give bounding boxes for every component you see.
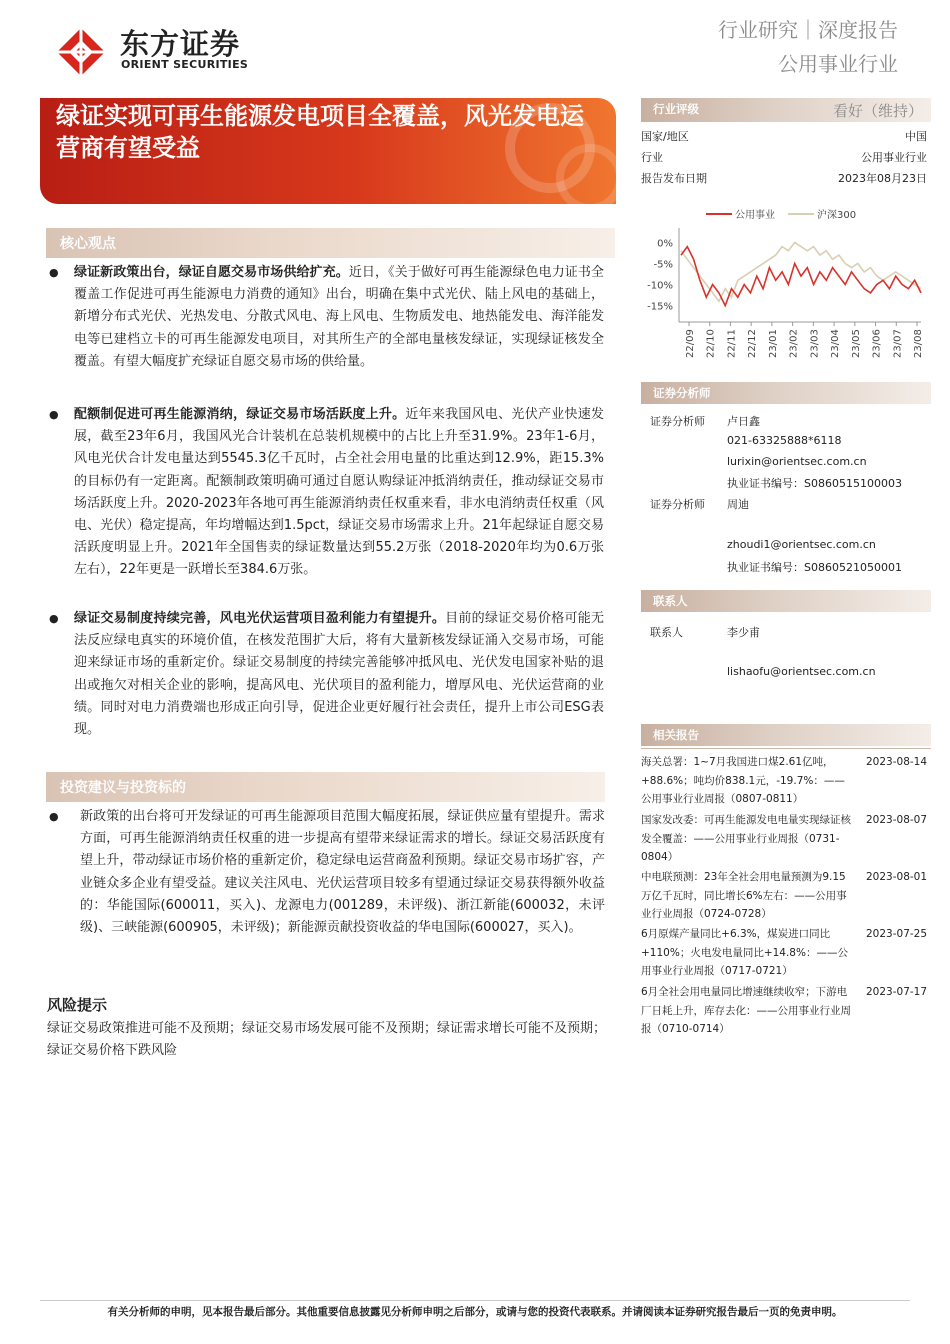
related-item-5[interactable]: 6月全社会用电量同比增速继续收窄；下游电厂日耗上升，库存去化：——公用事业行业周报（0710-0714） (641, 986, 851, 1035)
contact-bar (641, 590, 931, 612)
related-date-5: 2023-07-17 (866, 986, 928, 998)
x-tick-label: 22/09 (685, 329, 696, 358)
analyst-1-cert: 执业证书编号：S0860515100003 (727, 477, 902, 490)
related-date-2: 2023-08-07 (866, 814, 928, 826)
logo-text-cn: 东方证券 (120, 27, 241, 61)
rating-key: 国家/地区 (641, 130, 689, 143)
risk-heading: 风险提示 (47, 996, 108, 1014)
rating-key: 报告发布日期 (641, 172, 707, 185)
rating-key: 行业 (641, 151, 663, 164)
bullet-icon: ● (49, 408, 59, 421)
invest-heading: 投资建议与投资标的 (60, 780, 186, 796)
x-tick-label: 23/05 (850, 329, 862, 358)
related-item-1[interactable]: 海关总署：1~7月我国进口煤2.61亿吨，+88.6%；吨均价838.1元，-19.7%：——公用事业行业周报（0807-0811） (641, 756, 845, 805)
y-tick-label: -15% (647, 301, 673, 313)
x-tick-label: 22/11 (726, 329, 738, 358)
y-tick-label: -5% (653, 259, 673, 271)
y-tick-label: 0% (657, 238, 673, 250)
rating-bar (641, 98, 931, 122)
core-heading: 核心观点 (60, 236, 116, 252)
performance-chart (641, 202, 931, 362)
rating-row-industry (641, 149, 927, 165)
x-tick-label: 23/03 (809, 329, 821, 358)
contact-heading: 联系人 (653, 594, 688, 608)
rating-label: 行业评级 (653, 102, 699, 116)
footer-disclaimer: 有关分析师的申明，见本报告最后部分。其他重要信息披露见分析师申明之后部分，或请与您的投资代表联系。并请阅读本证券研究报告最后一页的免责申明。 (107, 1306, 843, 1318)
core-item-2-text: 近年来我国风电、光伏产业快速发展，截至23年6月，我国风光合计装机在总装机规模中的占比上升至31.9%。23年1-6月，风电光伏合计发电量达到5545.3亿千瓦时，占全社会用电量的比重达到12.9%，距15.3%的目标仍有一定距离。配额制政策明确可通过自愿认购绿证冲抵消纳责任，推动绿证交易市场活跃度上升。2020-2023年各地可再生能源消纳责任权重来看，非水电消纳责任权重（风电、光伏）稳定提高，年均增幅达到1.5pct，绿证交易市场需求上升。21年起绿证自愿交易活跃度明显上升。2021年全国售卖的绿证数量达到55.2万张（2018-2020年均为0.6万张左右），22年更是一跃增长至384.6万张。 (74, 407, 604, 578)
analyst-2-cert: 执业证书编号：S0860521050001 (727, 561, 902, 574)
related-divider (641, 748, 931, 749)
footer-divider (40, 1300, 910, 1301)
related-bar (641, 724, 931, 746)
x-tick-label: 23/08 (913, 329, 924, 358)
analyst-heading: 证券分析师 (653, 386, 711, 400)
x-tick-label: 23/07 (892, 329, 904, 358)
rating-val: 2023年08月23日 (838, 172, 927, 185)
bullet-icon: ● (49, 810, 59, 823)
rating-val: 公用事业行业 (861, 151, 927, 164)
related-heading: 相关报告 (653, 728, 699, 742)
x-tick-label: 23/04 (830, 329, 842, 358)
contact-name: 李少甫 (727, 626, 760, 639)
rating-row-date (641, 170, 927, 186)
bullet-icon: ● (49, 612, 59, 625)
core-item-3-text: 目前的绿证交易价格可能无法反应绿电真实的环境价值，在核发范围扩大后，将有大量新核发绿证涌入交易市场，可能迎来绿证市场的重新定价。绿证交易制度的持续完善能够冲抵风电、光伏发电国家补贴的退出或拖欠对相关企业的影响，提高风电、光伏项目的盈利能力，增厚风电、光伏运营商的业绩。同时对电力消费端也形成正向引导，促进企业更好履行社会责任，提升上市公司ESG表现。 (74, 611, 604, 738)
core-item-1-lead: 绿证新政策出台，绿证自愿交易市场供给扩充。 (74, 265, 349, 280)
report-type: 行业研究｜深度报告 (718, 18, 898, 42)
series-line-utilities (681, 247, 921, 306)
core-item-3-lead: 绿证交易制度持续完善，风电光伏运营项目盈利能力有望提升。 (74, 611, 446, 626)
bullet-icon: ● (49, 266, 59, 279)
industry-label: 公用事业行业 (778, 52, 898, 76)
x-tick-label: 23/01 (767, 329, 779, 358)
related-item-4[interactable]: 6月原煤产量同比+6.3%，煤炭进口同比+110%；火电发电量同比+14.8%：——公用事业行业周报（0717-0721） (641, 928, 848, 977)
y-tick-label: -10% (647, 280, 673, 292)
risk-text: 绿证交易政策推进可能不及预期；绿证交易市场发展可能不及预期；绿证需求增长可能不及预期；绿证交易价格下跌风险 (47, 1021, 607, 1058)
core-item-3 (74, 608, 604, 741)
rating-row-region (641, 128, 927, 144)
related-item-3[interactable]: 中电联预测：23年全社会用电量预测为9.15万亿千瓦时，同比增长6%左右：——公用事业行业周报（0724-0728） (641, 871, 847, 920)
core-item-1 (74, 262, 604, 373)
analyst-1-name: 卢日鑫 (727, 415, 760, 428)
analyst-bar (641, 382, 931, 404)
rating-value: 看好（维持） (832, 102, 923, 120)
contact-email[interactable]: lishaofu@orientsec.com.cn (727, 665, 876, 678)
series-line-csi300 (681, 242, 921, 301)
related-item-2[interactable]: 国家发改委：可再生能源发电电量实现绿证核发全覆盖：——公用事业行业周报（0731-0804） (641, 814, 851, 863)
x-tick-label: 23/02 (788, 329, 800, 358)
orient-logo-icon (55, 26, 107, 78)
x-tick-label: 22/12 (747, 329, 759, 358)
related-date-3: 2023-08-01 (866, 871, 928, 883)
core-item-1-text: 近日，《关于做好可再生能源绿色电力证书全覆盖工作促进可再生能源电力消费的通知》出台，明确在集中式光伏、陆上风电的基础上，新增分布式光伏、光热发电、分散式风电、海上风电、生物质发电、地热能发电、海洋能发电等已建档立卡的可再生能源发电项目，对其所生产的全部电量核发绿证，实现绿证核发全覆盖。有望大幅度扩充绿证自愿交易市场的供给量。 (74, 265, 604, 369)
legend-label: 沪深300 (817, 210, 857, 221)
invest-section-header (46, 772, 605, 802)
x-tick-label: 22/10 (705, 329, 717, 358)
analyst-2-name: 周迪 (727, 498, 749, 511)
core-item-2 (74, 404, 604, 582)
analyst-2-email[interactable]: zhoudi1@orientsec.com.cn (727, 538, 876, 551)
core-item-2-lead: 配额制促进可再生能源消纳，绿证交易市场活跃度上升。 (74, 407, 406, 422)
x-tick-label: 23/06 (871, 329, 883, 358)
core-section-header (46, 228, 615, 258)
analyst-1-role: 证券分析师 (650, 415, 705, 428)
analyst-2-role: 证券分析师 (650, 498, 705, 511)
invest-text: 新政策的出台将可开发绿证的可再生能源项目范围大幅度拓展，绿证供应量有望提升。需求方面，可再生能源消纳责任权重的进一步提高有望带来绿证需求的增长。绿证交易活跃度有望上升，带动绿证市场价格的重新定价，稳定绿电运营商盈利预期。绿证交易市场扩容，产业链众多企业有望受益。建议关注风电、光伏运营项目较多有望通过绿证交易获得额外收益的：华能国际(600011，买入)、龙源电力(001289，未评级)、浙江新能(600032，未评级)、三峡能源(600905，未评级)；新能源贡献投资收益的华电国际(600027，买入)。 (80, 809, 605, 936)
contact-role: 联系人 (650, 626, 683, 639)
legend-label: 公用事业 (735, 210, 775, 221)
report-title: 绿证实现可再生能源发电项目全覆盖，风光发电运营商有望受益 (56, 102, 584, 162)
rating-val: 中国 (905, 130, 927, 143)
logo-text-en: ORIENT SECURITIES (121, 58, 249, 71)
analyst-1-email[interactable]: lurixin@orientsec.com.cn (727, 455, 867, 468)
analyst-1-phone: 021-63325888*6118 (727, 434, 842, 447)
related-date-1: 2023-08-14 (866, 756, 928, 768)
related-date-4: 2023-07-25 (866, 928, 928, 940)
